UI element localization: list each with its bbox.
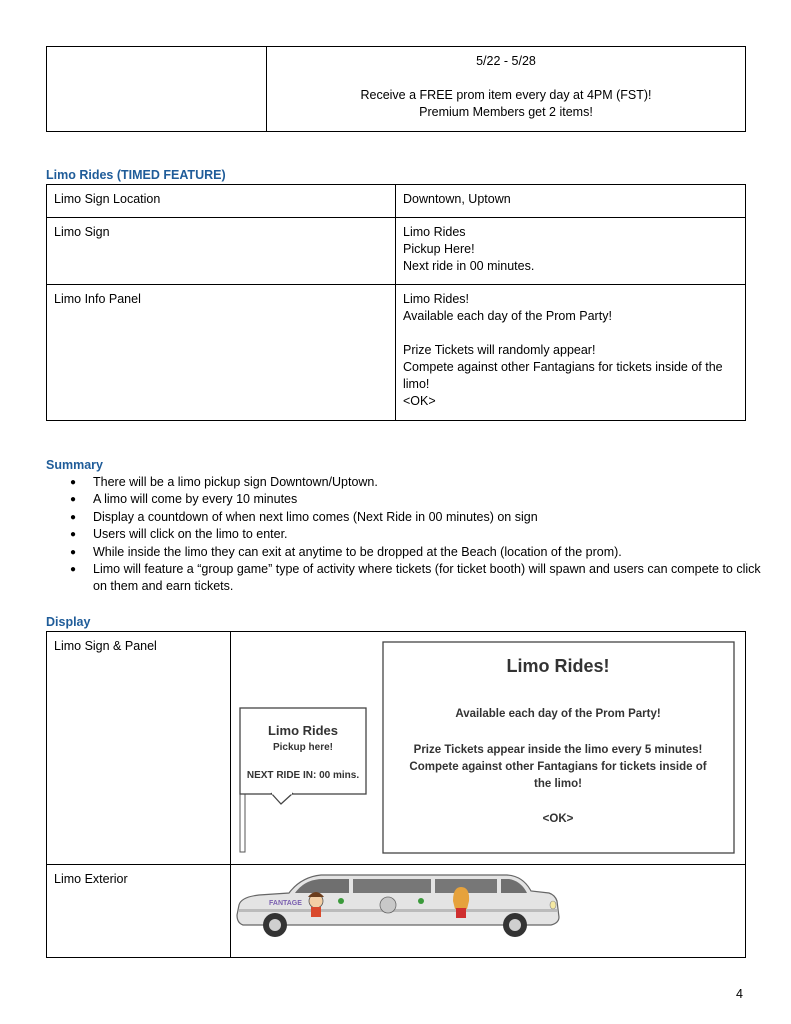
panel-line1: Available each day of the Prom Party!	[455, 708, 661, 720]
display-heading: Display	[46, 615, 91, 629]
limo-sign-panel-image-cell	[231, 632, 746, 865]
date-range: 5/22 - 5/28	[476, 54, 536, 68]
limo-window	[353, 879, 431, 893]
list-item: ● Users will click on the limo to enter.	[93, 526, 773, 543]
limo-rides-heading: Limo Rides (TIMED FEATURE)	[46, 168, 226, 182]
limo-info-panel-value: Limo Rides! Available each day of the Prom Party! Prize Tickets will randomly appear! Compete against other Fantagians for tickets inside of the limo! <OK>	[396, 285, 746, 421]
limo-logo: FANTAGE	[269, 900, 302, 907]
limo-exterior-image	[231, 865, 745, 956]
panel-line3: Compete against other Fantagians for tickets inside of	[409, 761, 707, 773]
sign-pointer	[271, 793, 293, 804]
limo-sign-panel-image	[231, 632, 745, 863]
sign-subtitle: Pickup here!	[272, 742, 334, 753]
limo-sign-label: Limo Sign	[47, 218, 396, 285]
list-item: ● A limo will come by every 10 minutes	[93, 491, 773, 508]
free-item-text: Receive a FREE prom item every day at 4PM (FST)!	[360, 88, 652, 102]
summary-heading: Summary	[46, 458, 103, 472]
limo-sign-location-value: Downtown, Uptown	[396, 185, 746, 218]
panel-line4: the limo!	[534, 778, 582, 790]
limo-rides-table	[46, 184, 746, 421]
list-item: ● Display a countdown of when next limo comes (Next Ride in 00 minutes) on sign	[93, 509, 773, 526]
limo-sign-location-label: Limo Sign Location	[47, 185, 396, 218]
summary-list	[46, 474, 773, 596]
sign-countdown: NEXT RIDE IN: 00 mins.	[246, 770, 360, 781]
flower-icon	[338, 898, 344, 904]
flower-icon	[418, 898, 424, 904]
panel-title: Limo Rides!	[506, 656, 610, 676]
empty-cell	[47, 47, 267, 132]
list-item: ● While inside the limo they can exit at anytime to be dropped at the Beach (location of the prom).	[93, 544, 773, 561]
limo-exterior-image-cell	[231, 865, 746, 958]
limo-sign-panel-label: Limo Sign & Panel	[47, 632, 231, 865]
disco-ball-icon	[380, 897, 396, 913]
prom-item-table	[46, 46, 746, 132]
limo-exterior-label: Limo Exterior	[47, 865, 231, 958]
panel-ok: <OK>	[542, 813, 574, 825]
limo-sign-value: Limo Rides Pickup Here! Next ride in 00 minutes.	[396, 218, 746, 285]
display-table	[46, 631, 746, 958]
sign-title: Limo Rides	[267, 723, 339, 738]
list-item: ● Limo will feature a “group game” type of activity where tickets (for ticket booth) will spawn and users can compete to click on them and earn tickets.	[93, 561, 773, 596]
limo-info-panel-label: Limo Info Panel	[47, 285, 396, 421]
page-number: 4	[736, 987, 743, 1001]
prom-item-cell	[267, 47, 746, 132]
premium-text: Premium Members get 2 items!	[419, 105, 593, 119]
panel-line2: Prize Tickets appear inside the limo every 5 minutes!	[413, 744, 703, 756]
list-item: ● There will be a limo pickup sign Downtown/Uptown.	[93, 474, 773, 491]
